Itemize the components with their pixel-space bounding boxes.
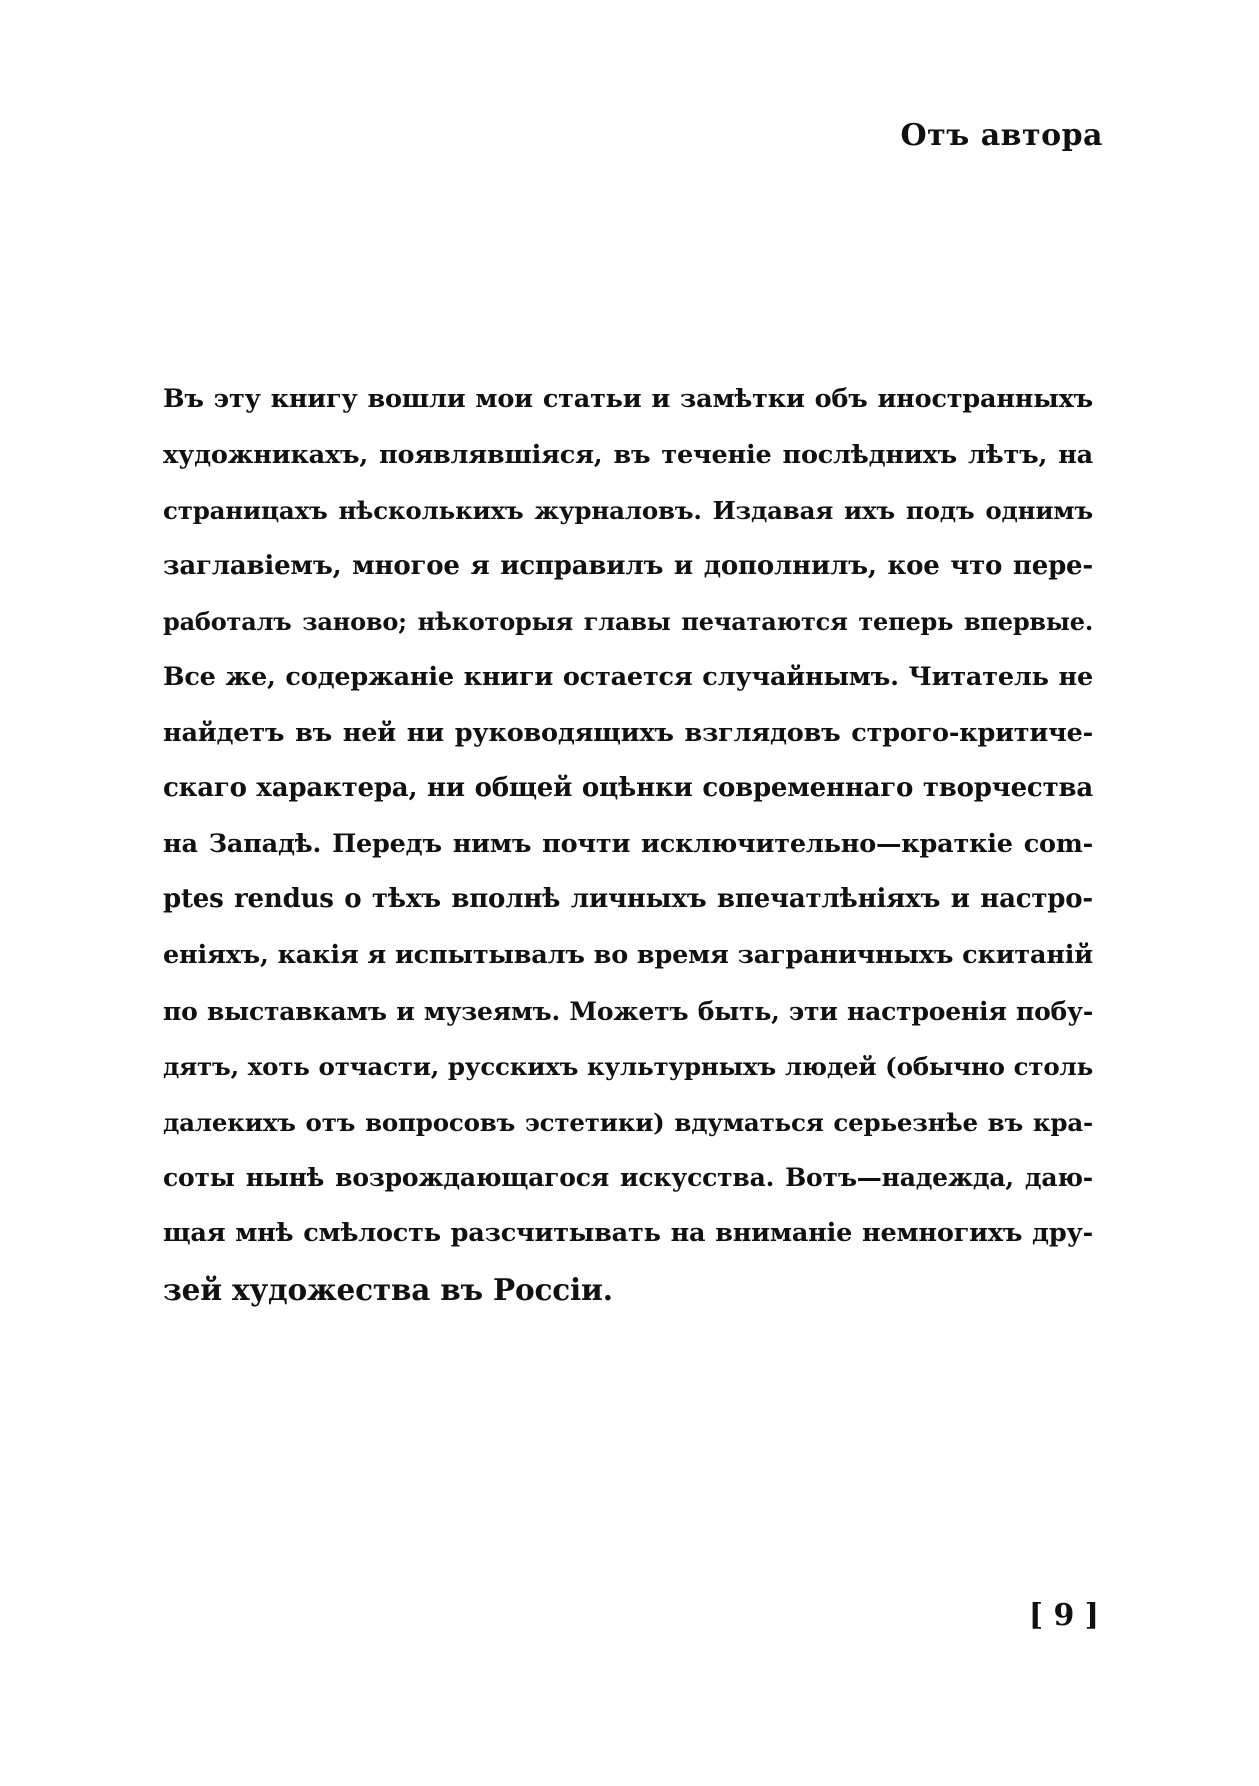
text-line: художникахъ, появлявшіяся, въ теченіе послѣднихъ лѣтъ, на — [163, 439, 1093, 470]
text-line-last: зей художества въ Россіи. — [163, 1271, 613, 1307]
text-line: ptes rendus о тѣхъ вполнѣ личныхъ впечатлѣніяхъ и настро- — [163, 884, 1093, 915]
text-line: еніяхъ, какія я испытывалъ во время заграничныхъ скитаній — [163, 939, 1093, 970]
text-line: на Западѣ. Передъ нимъ почти исключительно—краткіе com- — [163, 828, 1093, 859]
text-line: работалъ заново; нѣкоторыя главы печатаются теперь впервые. — [163, 607, 1093, 637]
text-line: соты нынѣ возрождающагося искусства. Вотъ—надежда, даю- — [163, 1163, 1093, 1193]
text-line: найдетъ въ ней ни руководящихъ взглядовъ строго-критиче- — [163, 717, 1093, 748]
text-line: по выставкамъ и музеямъ. Можетъ быть, эти настроенія побу- — [163, 996, 1093, 1026]
text-line: страницахъ нѣсколькихъ журналовъ. Издавая ихъ подъ однимъ — [163, 496, 1093, 526]
body-paragraph — [163, 372, 1093, 1317]
text-line: Въ эту книгу вошли мои статьи и замѣтки объ иностранныхъ — [163, 384, 1093, 414]
text-line: щая мнѣ смѣлость разсчитывать на вниманіе немногихъ дру- — [163, 1217, 1093, 1248]
text-line: Все же, содержаніе книги остается случайнымъ. Читатель не — [163, 661, 1093, 692]
text-line: скаго характера, ни общей оцѣнки современнаго творчества — [163, 773, 1093, 804]
running-head: Отъ автора — [900, 118, 1103, 153]
text-line: далекихъ отъ вопросовъ эстетики) вдуматься серьезнѣе въ кра- — [163, 1107, 1093, 1137]
text-line: дятъ, хоть отчасти, русскихъ культурныхъ людей (обычно столь — [163, 1052, 1093, 1082]
text-line: заглавіемъ, многое я исправилъ и дополнилъ, кое что пере- — [163, 550, 1093, 581]
page-number: [ 9 ] — [1028, 1598, 1099, 1633]
